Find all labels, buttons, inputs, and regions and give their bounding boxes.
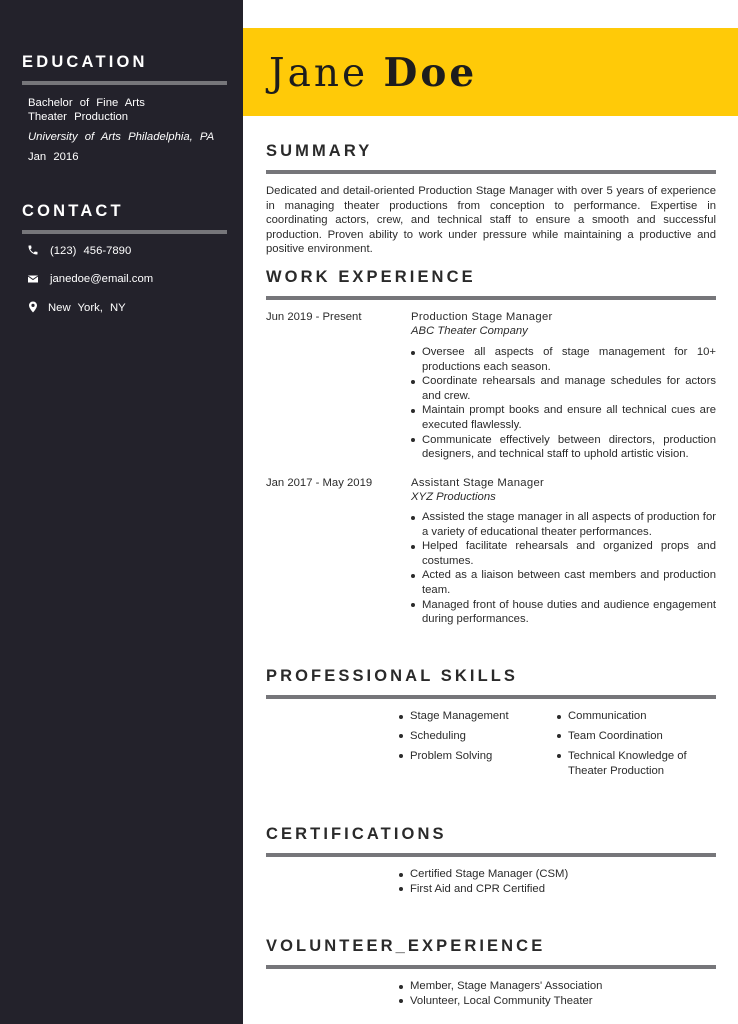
- work-experience-heading: WORK EXPERIENCE: [266, 268, 476, 286]
- list-item: Member, Stage Managers' Association: [399, 979, 699, 994]
- summary-heading: SUMMARY: [266, 142, 373, 160]
- job-bullets: [411, 345, 716, 462]
- list-item: Oversee all aspects of stage management for 10+ productions each season.: [411, 345, 716, 374]
- email-address[interactable]: janedoe@email.com: [50, 273, 154, 285]
- skills-divider: [266, 695, 716, 699]
- first-name: Jane: [269, 51, 369, 96]
- job-dates: Jan 2017 - May 2019: [266, 477, 373, 489]
- education-heading: EDUCATION: [22, 53, 148, 71]
- contact-divider: [22, 230, 227, 234]
- envelope-icon: [27, 273, 39, 285]
- job-title: Assistant Stage Manager: [411, 477, 545, 489]
- job-dates: Jun 2019 - Present: [266, 311, 362, 323]
- education-divider: [22, 81, 227, 85]
- contact-heading: CONTACT: [22, 202, 124, 220]
- job-company: ABC Theater Company: [411, 325, 528, 337]
- list-item: First Aid and CPR Certified: [399, 882, 699, 897]
- last-name: Doe: [383, 50, 478, 96]
- list-item: Coordinate rehearsals and manage schedules for actors and crew.: [411, 374, 716, 403]
- certifications-list: [399, 867, 699, 897]
- degree-line-1: Bachelor of Fine Arts: [28, 97, 145, 109]
- list-item: Volunteer, Local Community Theater: [399, 994, 699, 1009]
- skills-list-2: [557, 709, 717, 784]
- list-item: Team Coordination: [557, 729, 717, 744]
- list-item: Technical Knowledge of Theater Production: [557, 749, 717, 778]
- summary-text: Dedicated and detail-oriented Production Stage Manager with over 5 years of experience in managing theater productions from conception to performance. Expertise in coordinating actors, crew, and technical staff to ensure a smooth and successful production. Proven ability to work under pressure while maintaining a productive and positive environment.: [266, 185, 716, 255]
- job-company: XYZ Productions: [411, 491, 496, 503]
- summary-divider: [266, 170, 716, 174]
- work-experience-divider: [266, 296, 716, 300]
- sidebar: [0, 0, 243, 1024]
- location: New York, NY: [48, 302, 126, 314]
- volunteer-heading: VOLUNTEER_EXPERIENCE: [266, 937, 546, 955]
- certifications-heading: CERTIFICATIONS: [266, 825, 447, 843]
- job-bullets: [411, 510, 716, 627]
- list-item: Maintain prompt books and ensure all technical cues are executed flawlessly.: [411, 403, 716, 432]
- job-title: Production Stage Manager: [411, 311, 553, 323]
- list-item: Helped facilitate rehearsals and organized props and costumes.: [411, 539, 716, 568]
- full-name: [269, 50, 478, 96]
- list-item: Stage Management: [399, 709, 549, 724]
- skills-list-1: [399, 709, 549, 769]
- list-item: Scheduling: [399, 729, 549, 744]
- skills-heading: PROFESSIONAL SKILLS: [266, 667, 519, 685]
- list-item: Acted as a liaison between cast members and production team.: [411, 568, 716, 597]
- graduation-date: Jan 2016: [28, 151, 79, 163]
- map-pin-icon: [27, 301, 39, 313]
- list-item: Communication: [557, 709, 717, 724]
- certifications-divider: [266, 853, 716, 857]
- list-item: Problem Solving: [399, 749, 549, 764]
- degree-line-2: Theater Production: [28, 111, 129, 123]
- list-item: Managed front of house duties and audience engagement during performances.: [411, 598, 716, 627]
- name-banner: [243, 28, 738, 116]
- list-item: Assisted the stage manager in all aspects of production for a variety of educational theater performances.: [411, 510, 716, 539]
- phone-number[interactable]: (123) 456-7890: [50, 245, 132, 257]
- volunteer-list: [399, 979, 699, 1009]
- volunteer-divider: [266, 965, 716, 969]
- list-item: Certified Stage Manager (CSM): [399, 867, 699, 882]
- phone-icon: [27, 244, 39, 256]
- list-item: Communicate effectively between directors, production designers, and technical staff to uphold artistic vision.: [411, 433, 716, 462]
- school-name: University of Arts Philadelphia, PA: [28, 131, 215, 143]
